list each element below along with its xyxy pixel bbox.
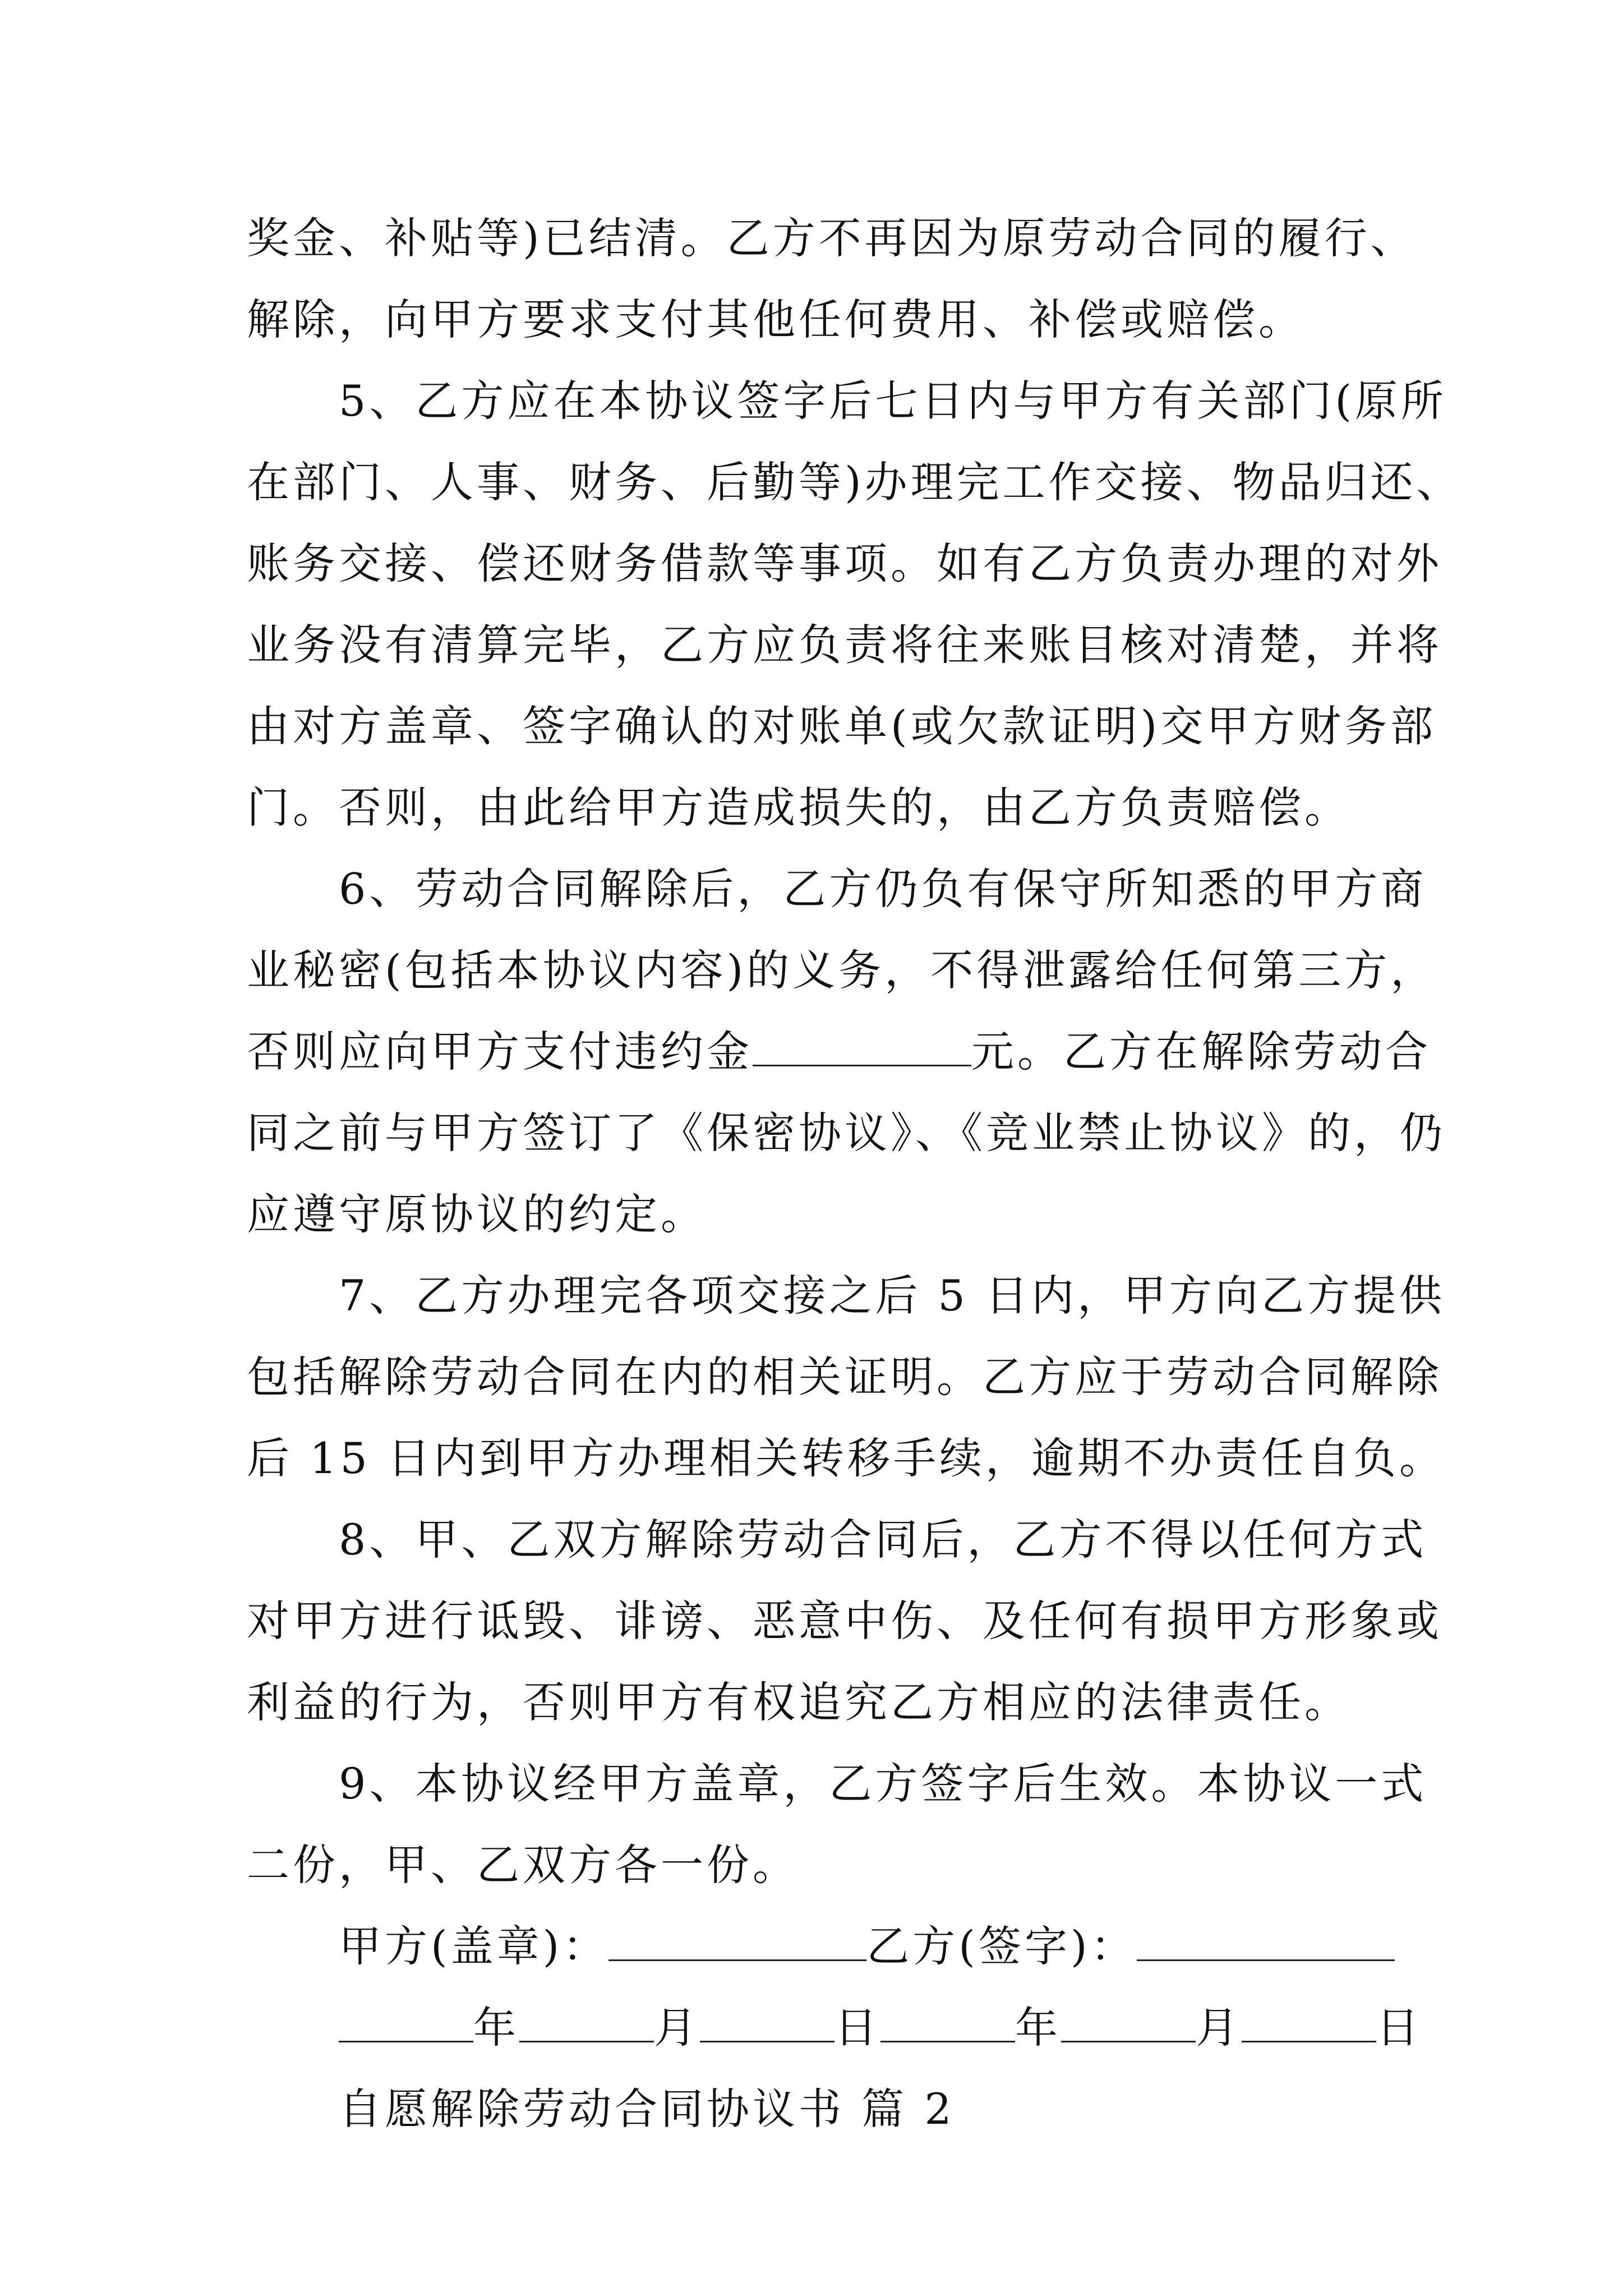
paragraph-line: 二份，甲、乙双方各一份。 xyxy=(247,1840,799,1890)
party-a-year-blank[interactable] xyxy=(339,2003,473,2042)
paragraph-line-with-blank xyxy=(247,1024,1431,1080)
paragraph-line: 账务交接、偿还财务借款等事项。如有乙方负责办理的对外 xyxy=(247,539,1442,588)
paragraph-line: 包括解除劳动合同在内的相关证明。乙方应于劳动合同解除 xyxy=(247,1352,1442,1402)
party-a-label: 甲方(盖章)： xyxy=(339,1921,609,1971)
date-row xyxy=(339,2000,1422,2056)
year-label: 年 xyxy=(473,2003,519,2053)
party-a-month-blank[interactable] xyxy=(519,2003,654,2042)
penalty-amount-blank[interactable] xyxy=(753,1027,971,1066)
party-b-year-blank[interactable] xyxy=(880,2003,1015,2042)
party-a-seal-blank[interactable] xyxy=(608,1921,866,1961)
paragraph-line: 解除，向甲方要求支付其他任何费用、补偿或赔偿。 xyxy=(247,295,1304,344)
paragraph-line: 在部门、人事、财务、后勤等)办理完工作交接、物品归还、 xyxy=(247,457,1463,507)
party-a-day-blank[interactable] xyxy=(700,2003,834,2042)
paragraph-line: 7、乙方办理完各项交接之后 5 日内，甲方向乙方提供 xyxy=(339,1271,1446,1320)
paragraph-line: 5、乙方应在本协议签字后七日内与甲方有关部门(原所 xyxy=(339,376,1447,426)
paragraph-line: 利益的行为，否则甲方有权追究乙方相应的法律责任。 xyxy=(247,1677,1350,1727)
month-label: 月 xyxy=(1196,2003,1242,2053)
paragraph-line: 应遵守原协议的约定。 xyxy=(247,1189,707,1239)
paragraph-line: 后 15 日内到甲方办理相关转移手续，逾期不办责任自负。 xyxy=(247,1433,1446,1483)
paragraph-line: 业秘密(包括本协议内容)的义务，不得泄露给任何第三方， xyxy=(247,945,1437,995)
signature-row xyxy=(339,1918,1380,1975)
paragraph-line: 对甲方进行诋毁、诽谤、恶意中伤、及任何有损甲方形象或 xyxy=(247,1596,1442,1646)
paragraph-line: 门。否则，由此给甲方造成损失的，由乙方负责赔偿。 xyxy=(247,783,1350,832)
paragraph-line: 由对方盖章、签字确认的对账单(或欠款证明)交甲方财务部 xyxy=(247,701,1437,751)
paragraph-line: 9、本协议经甲方盖章，乙方签字后生效。本协议一式 xyxy=(339,1759,1427,1809)
penalty-text-after: 元。乙方在解除劳动合 xyxy=(971,1027,1431,1076)
party-b-signature-blank[interactable] xyxy=(1137,1921,1395,1961)
month-label: 月 xyxy=(654,2003,700,2053)
party-b-month-blank[interactable] xyxy=(1061,2003,1196,2042)
paragraph-line: 6、劳动合同解除后，乙方仍负有保守所知悉的甲方商 xyxy=(339,864,1427,914)
year-label: 年 xyxy=(1015,2003,1061,2053)
paragraph-line: 业务没有清算完毕，乙方应负责将往来账目核对清楚，并将 xyxy=(247,620,1442,670)
paragraph-line: 8、甲、乙双方解除劳动合同后，乙方不得以任何方式 xyxy=(339,1515,1427,1565)
party-b-day-blank[interactable] xyxy=(1242,2003,1376,2042)
penalty-text-before: 否则应向甲方支付违约金 xyxy=(247,1027,753,1076)
party-b-label: 乙方(签字)： xyxy=(866,1921,1137,1971)
day-label: 日 xyxy=(1376,2003,1422,2053)
paragraph-line: 奖金、补贴等)已结清。乙方不再因为原劳动合同的履行、 xyxy=(247,213,1417,263)
paragraph-line: 同之前与甲方签订了《保密协议》、《竞业禁止协议》的，仍 xyxy=(247,1108,1446,1158)
section-heading: 自愿解除劳动合同协议书 篇 2 xyxy=(339,2084,955,2134)
day-label: 日 xyxy=(834,2003,880,2053)
